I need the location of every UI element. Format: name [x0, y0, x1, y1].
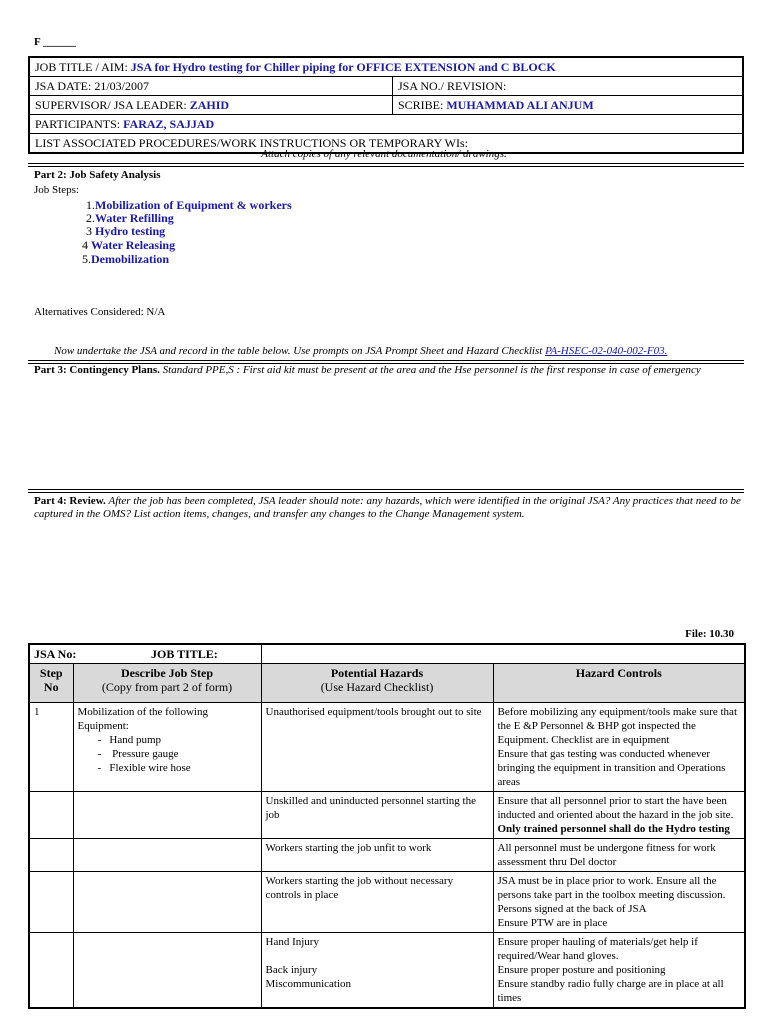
part3-title: Part 3: Contingency Plans.: [34, 364, 160, 376]
part3-text: Standard PPE,S : First aid kit must be present at the area and the Hse personnel is the first response in case of emergency: [162, 364, 701, 376]
procedures-cell: LIST ASSOCIATED PROCEDURES/WORK INSTRUCTIONS OR TEMPORARY WIs:: [29, 134, 743, 154]
jsa-no-label: JSA No: JOB TITLE:: [29, 644, 261, 664]
part4-text: After the job has been completed, JSA leader should note: any hazards, which were identified in the original JSA? Any practices that need to be captured in the OMS? List action items, changes, and transfer any changes to the Change Management system.: [34, 495, 741, 520]
divider: [28, 489, 744, 493]
supervisor-value: ZAHID: [189, 97, 230, 112]
list-item: 1.Mobilization of Equipment & workers: [86, 198, 292, 212]
instruction-line: Now undertake the JSA and record in the table below. Use prompts on JSA Prompt Sheet and Hazard Checklist PA-HSEC-02-040-002-F03.: [54, 345, 668, 357]
jsa-date: JSA DATE: 21/03/2007: [29, 77, 393, 96]
table-row: Hand Injury Back injury Miscommunication Ensure proper hauling of materials/get help if required/Wear hand gloves. Ensure proper posture and positioning Ensure standby radio fully charge are in place at all times: [29, 933, 745, 1009]
list-item: 3 Hydro testing: [86, 224, 166, 238]
jsa-header-table: [28, 56, 744, 154]
table-row: Workers starting the job without necessary controls in place JSA must be in place prior to work. Ensure all the persons take part in the toolbox meeting discussion. Persons signed at the back of JSA Ensure PTW are in place: [29, 872, 745, 933]
col-controls: Hazard Controls: [493, 664, 745, 703]
part3-block: [34, 364, 734, 377]
participants-value: FARAZ, SAJJAD: [123, 116, 215, 131]
form-code: F ______: [34, 36, 77, 48]
scribe-cell: [393, 96, 744, 115]
job-steps-label: Job Steps:: [34, 184, 79, 196]
list-item: 4 Water Releasing: [82, 238, 176, 252]
part4-title: Part 4: Review.: [34, 495, 106, 507]
hazard-checklist-link[interactable]: PA-HSEC-02-040-002-F03.: [545, 345, 668, 357]
supervisor-cell: [29, 96, 393, 115]
jsa-no-revision: JSA NO./ REVISION:: [393, 77, 744, 96]
participants-label: PARTICIPANTS:: [35, 116, 121, 131]
scribe-value: MUHAMMAD ALI ANJUM: [446, 97, 594, 112]
col-step: Step No: [29, 664, 73, 703]
table-header-row: [29, 664, 745, 703]
scribe-label: SCRIBE:: [398, 97, 444, 112]
table-row: 1 Mobilization of the following Equipment: - Hand pump - Pressure gauge - Flexible wire hose Unauthorised equipment/tools brought out to site Before mobilizing any equipment/tools make sure that the E &P Personnel & BHP got inspected the Equipment. Checklist are in equipment Ensure that gas testing was conducted whenever bringing the equipment in transition and Operations areas: [29, 703, 745, 792]
alternatives: Alternatives Considered: N/A: [34, 306, 166, 318]
job-title-value: JSA for Hydro testing for Chiller piping for OFFICE EXTENSION and C BLOCK: [130, 59, 556, 74]
table-row: Unskilled and uninducted personnel starting the job Ensure that all personnel prior to start the have been inducted and oriented about the hazard in the job site. Only trained personnel shall do the Hydro testing: [29, 792, 745, 839]
attach-note: Attach copies of any relevant documentation/ drawings.: [261, 148, 507, 160]
table-top-blank: [261, 644, 745, 664]
part4-block: [34, 495, 744, 521]
job-title-label-2: JOB TITLE:: [151, 647, 218, 661]
participants-cell: [29, 115, 743, 134]
jsa-table: [28, 643, 746, 1009]
supervisor-label: SUPERVISOR/ JSA LEADER:: [35, 97, 187, 112]
list-item: 2.Water Refilling: [86, 211, 174, 225]
table-row: Workers starting the job unfit to work All personnel must be undergone fitness for work assessment thru Del doctor: [29, 839, 745, 872]
part2-title: Part 2: Job Safety Analysis: [34, 169, 161, 181]
job-title-cell: [29, 57, 743, 77]
divider: [28, 163, 744, 167]
file-label: File: 10.30: [685, 628, 734, 640]
job-title-label: JOB TITLE / AIM:: [35, 59, 128, 74]
col-hazards: Potential Hazards (Use Hazard Checklist): [261, 664, 493, 703]
col-describe: Describe Job Step (Copy from part 2 of form): [73, 664, 261, 703]
list-item: 5.Demobilization: [82, 252, 169, 266]
